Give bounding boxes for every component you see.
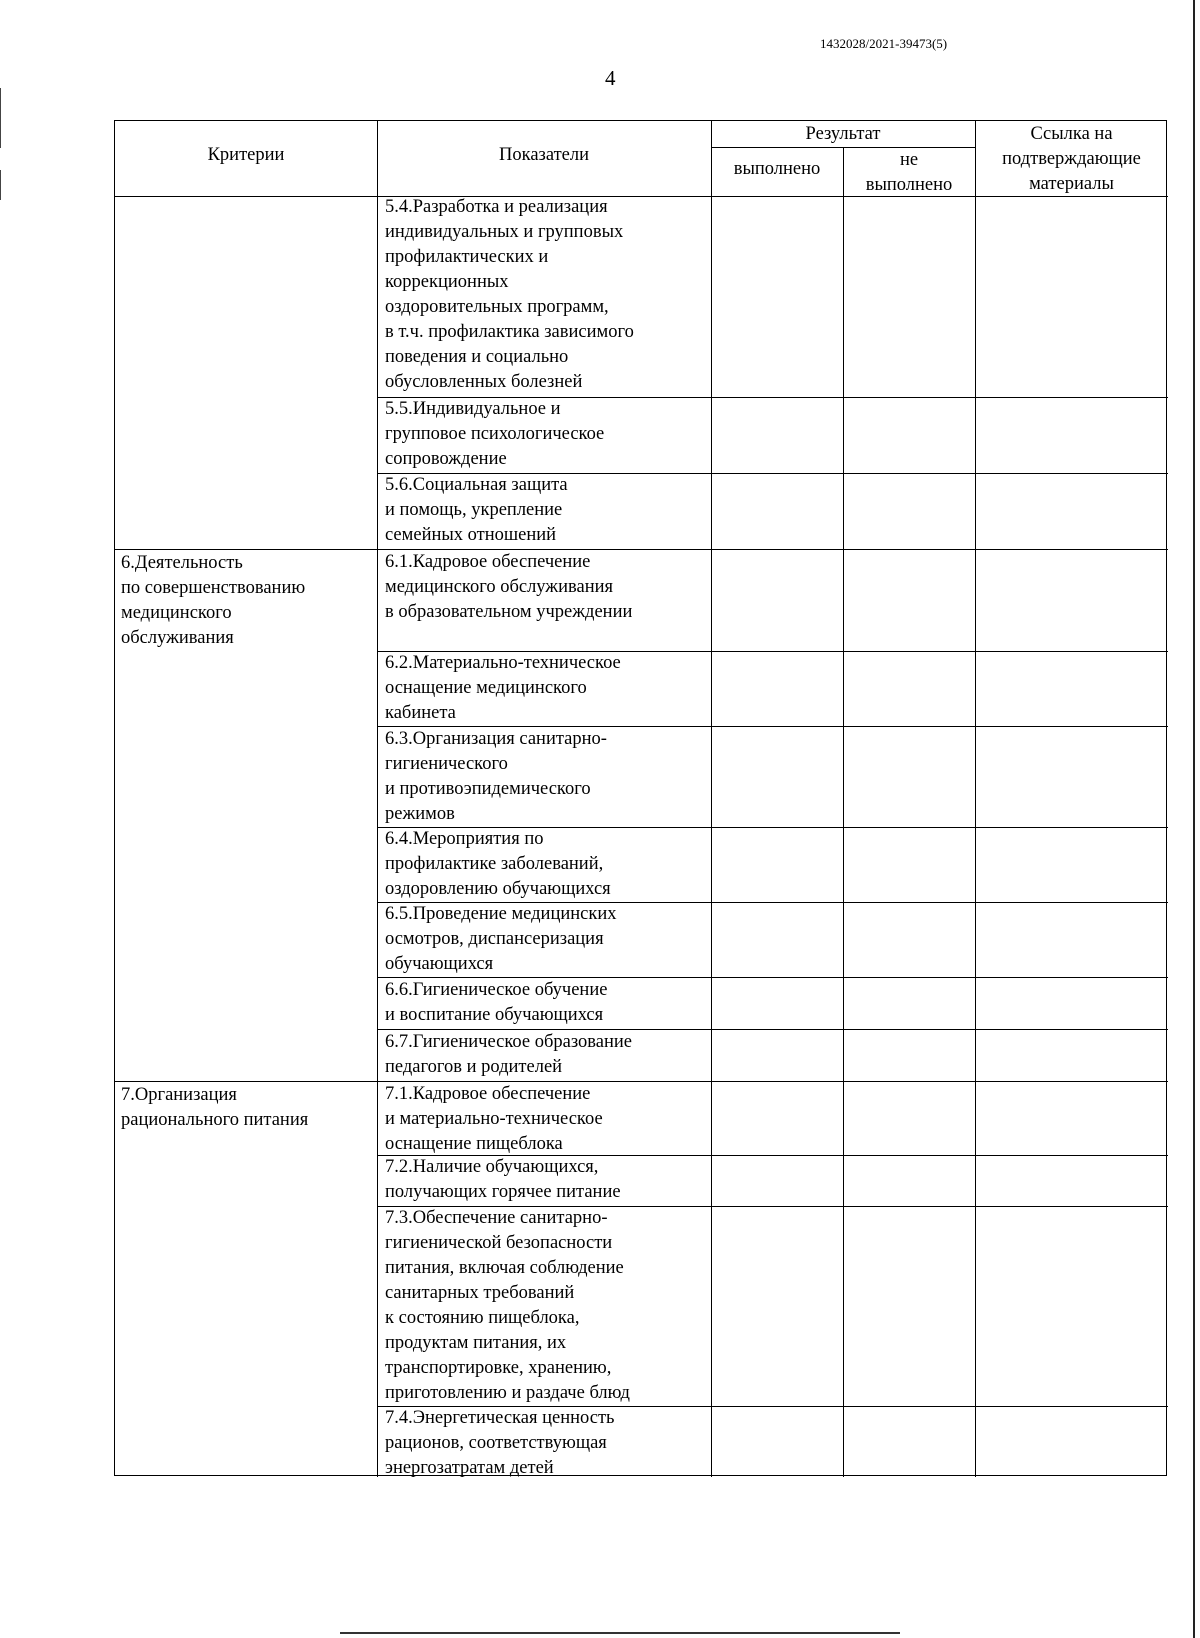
indicator-6-4: 6.4.Мероприятия по профилактике заболеваний, оздоровлению обучающихся (385, 829, 611, 899)
indicator-7-1: 7.1.Кадровое обеспечение и материально-техническое оснащение пищеблока (385, 1084, 603, 1154)
indicator-6-7: 6.7.Гигиеническое образование педагогов и родителей (385, 1032, 632, 1077)
scan-bottom-mark (340, 1632, 900, 1634)
indicator-7-3: 7.3.Обеспечение санитарно- гигиенической безопасности питания, включая соблюдение санитарных требований к состоянию пищеблока, продуктам питания, их транспортировке, хранению, приготовлению и раздаче блюд (385, 1208, 630, 1403)
header-not-done: не выполнено (865, 150, 953, 195)
indicator-6-2: 6.2.Материально-техническое оснащение медицинского кабинета (385, 653, 621, 723)
criterion-7: 7.Организация рационального питания (121, 1085, 309, 1130)
indicator-6-1: 6.1.Кадровое обеспечение медицинского обслуживания в образовательном учреждении (385, 552, 633, 622)
indicator-5-5: 5.5.Индивидуальное и групповое психологическое сопровождение (385, 399, 605, 469)
page-number: 4 (605, 66, 616, 90)
col-divider (975, 121, 976, 1477)
header-indicators: Показатели (499, 145, 589, 165)
indicator-6-3: 6.3.Организация санитарно- гигиенического и противоэпидемического режимов (385, 729, 607, 824)
col-divider (377, 121, 378, 1477)
criteria-table (114, 120, 1167, 1476)
scan-edge-line (1193, 0, 1195, 1638)
indicator-7-2: 7.2.Наличие обучающихся, получающих горячее питание (385, 1157, 621, 1202)
col-divider (711, 121, 712, 1477)
header-link: Ссылка на подтверждающие материалы (1002, 124, 1141, 194)
col-divider (843, 147, 844, 1477)
document-number: 1432028/2021-39473(5) (820, 36, 948, 51)
header-result: Результат (805, 124, 881, 144)
indicator-5-6: 5.6.Социальная защита и помощь, укрепление семейных отношений (385, 475, 568, 545)
indicator-6-6: 6.6.Гигиеническое обучение и воспитание обучающихся (385, 980, 608, 1025)
header-criteria: Критерии (207, 145, 285, 165)
scan-margin-mark (0, 88, 1, 148)
indicator-6-5: 6.5.Проведение медицинских осмотров, диспансеризация обучающихся (385, 904, 617, 974)
indicator-7-4: 7.4.Энергетическая ценность рационов, соответствующая энергозатратам детей (385, 1408, 615, 1478)
indicator-5-4: 5.4.Разработка и реализация индивидуальных и групповых профилактических и коррекционных оздоровительных программ, в т.ч. профилактика зависимого поведения и социально обусловленных болезней (385, 197, 634, 392)
header-done: выполнено (733, 159, 821, 179)
scan-margin-mark (0, 170, 1, 200)
criterion-6: 6.Деятельность по совершенствованию медицинского обслуживания (121, 553, 306, 648)
